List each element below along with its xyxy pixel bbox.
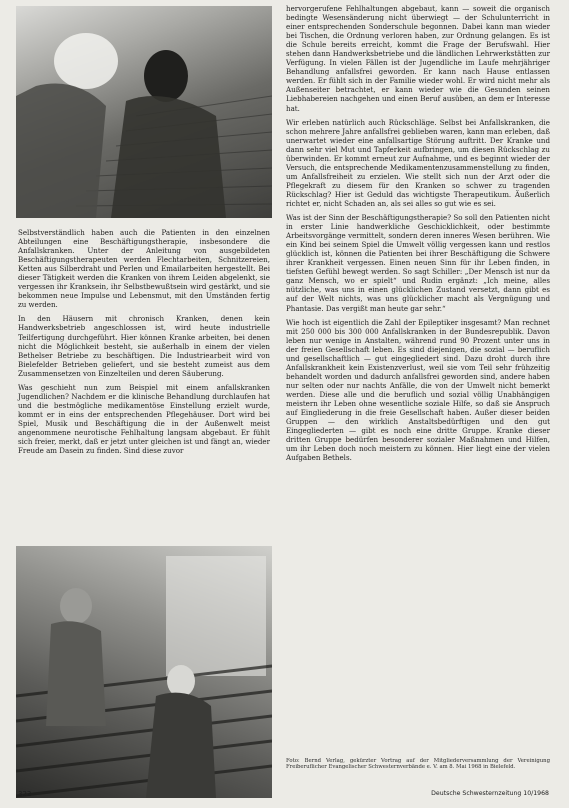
- photo-workshop-graphic: [16, 546, 272, 798]
- paragraph: Was geschieht nun zum Beispiel mit einem anfallskranken Jugendlichen? Nachdem er die klinische Behandlung durchlaufen hat und die bestmögliche medikamentöse Einstellung erzielt wurde, kommt er in eins der entsprechenden Pflegehäuser. Dort wird bei Spiel, Musik und Beschäftigung die in der Außenwelt meist angenommene neurotische Fehlhaltung langsam abgebaut. Er fühlt sich freier, merkt, daß er jetzt unter gleichen ist und fängt an, wieder Freude am Dasein zu finden. Sind diese zuvor: [18, 382, 270, 456]
- paragraph: Wie hoch ist eigentlich die Zahl der Epileptiker insgesamt? Man rechnet mit 250 000 bis 300 000 Anfallskranken in der Bundesrepublik. Davon leben nur wenige in Anstalten, während rund 90 Prozent unter uns in der freien Gesellschaft leben. Es sind diejenigen, die sozial — beruflich und gesellschaftlich — gut eingegliedert sind. Dazu droht durch ihre Anfallskrankheit kein Existenzverlust, weil sie vom Teil sehr frühzeitig behandelt worden und dadurch anfallsfrei geworden sind, andere haben nur selten oder nur nachts Anfälle, die von der Umwelt nicht bemerkt werden. Diese alle und die beruflich und sozial völlig Unabhängigen meistern ihr Leben ohne wesentliche soziale Hilfe, so daß sie Anspruch auf Eingliederung in die freie Gesellschaft haben. Außer dieser beiden Gruppen — den wirklich Anstaltsbedürftigen und den gut Eingegliederten — gibt es noch eine dritte Gruppe. Kranke dieser dritten Gruppe bedürfen besonderer sozialer Maßnahmen und Hilfen, um ihr Leben doch noch meistern zu können. Hier liegt eine der vielen Aufgaben Bethels.: [286, 317, 550, 463]
- left-column: [18, 228, 270, 460]
- right-column: [286, 4, 550, 467]
- running-footer: Deutsche Schwesternzeitung 10/1968: [431, 790, 549, 797]
- page-number: 322: [18, 790, 32, 798]
- photo-loom-graphic: [16, 6, 272, 218]
- photo-loom-weaving: [16, 6, 272, 218]
- paragraph: hervorgerufene Fehlhaltungen abgebaut, kann — soweit die organisch bedingte Wesensänderung nicht überwiegt — der Schulunterricht in einer entsprechenden Sonderschule begonnen. Dabei kann man wieder bei Tischen, die Ordnung verloren haben, zur Ordnung gelangen. Es ist die Schule bereits erreicht, kommt die Frage der Berufswahl. Hier stehen dann Handwerksbetriebe und die ländlichen Lehrwerkstätten zur Verfügung. In vielen Fällen ist der Jugendliche im Laufe mehrjähriger Behandlung anfallsfrei geworden. Er kann nach Hause entlassen werden. Er fühlt sich in der Familie wieder wohl. Er wird nicht mehr als Außenseiter betrachtet, er kann wieder wie die Gesunden seinen Liebhabereien nachgehen und einen Beruf ausüben, an dem er Interesse hat.: [286, 4, 550, 113]
- paragraph: Selbstverständlich haben auch die Patienten in den einzelnen Abteilungen eine Beschäftigungstherapie, insbesondere die Anfallskranken. Unter der Anleitung von ausgebildeten Beschäftigungstherapeuten werden Flechtarbeiten, Schnitzereien, Ketten aus Silberdraht und Perlen und Emailarbeiten hergestellt. Bei dieser Tätigkeit werden die Kranken von ihrem Leiden abgelenkt, sie vergessen ihr Kranksein, ihr Selbstbewußtsein wird gestärkt, und sie bekommen neue Impulse und Lebensmut, mit den Umständen fertig zu werden.: [18, 228, 270, 310]
- photo-therapy-workshop: [16, 546, 272, 798]
- paragraph: Was ist der Sinn der Beschäftigungstherapie? So soll den Patienten nicht in erster Linie handwerkliche Geschicklichkeit, oder bestimmte Arbeitsvorgänge vermittelt, sondern deren inneres Wesen berühren. Wie ein Kind bei seinem Spiel die Umwelt völlig vergessen kann und restlos glücklich ist, können die Patienten bei ihrer Beschäftigung die Schwere ihrer Krankheit vergessen. Einen neuen Sinn für ihr Leben finden, in tiefsten Gefühl bewegt werden. So sagt Schiller: „Der Mensch ist nur da ganz Mensch, wo er spielt“ und Rudin ergänzt: „Ich meine, alles nützliche, was uns in einen glücklichen Zustand versetzt, dann gibt es auf der Welt nichts, was uns glücklicher macht als Vergnügung und Phantasie. Das vergißt man heute gar sehr.“: [286, 213, 550, 313]
- paragraph: Wir erleben natürlich auch Rückschläge. Selbst bei Anfallskranken, die schon mehrere Jahre anfallsfrei geblieben waren, kann man erleben, daß unerwartet wieder eine anfallsartige Störung auftritt. Der Kranke und dann sehr viel Mut und Tapferkeit aufbringen, um diesen Rückschlag zu überwinden. Er kommt erneut zur Aufnahme, und es beginnt wieder der Versuch, die entsprechende Medikamentenzusammenstellung zu finden, um Anfallsfreiheit zu erzielen. Wie stellt sich nun der Arzt oder die Pflegekraft zu diesem für den Kranken so schwer zu tragenden Rückschlag? Hier ist Geduld das wichtigste Therapeutikum. Äußerlich richtet er, nicht Schaden an, als sei alles so gut wie es sei.: [286, 117, 550, 208]
- paragraph: In den Häusern mit chronisch Kranken, denen kein Handwerksbetrieb angeschlossen ist, wird heute industrielle Teilfertigung durchgeführt. Hier können Kranke arbeiten, bei denen nicht die Möglichkeit besteht, sie außerhalb in einem der vielen Bethelser Betriebe zu beschäftigen. Die Industriearbeit wird von Bielefelder Betrieben geliefert, und sie besteht zumeist aus dem Zusammensetzen von Einzelteilen und deren Säuberung.: [18, 314, 270, 378]
- photo-credit: Foto: Bernd Verlag, gekürzter Vortrag auf der Mitgliederversammlung der Vereinigung Freiberuflicher Evangelischer Schwesternverbände e. V. am 8. Mai 1968 in Bielefeld.: [286, 758, 550, 771]
